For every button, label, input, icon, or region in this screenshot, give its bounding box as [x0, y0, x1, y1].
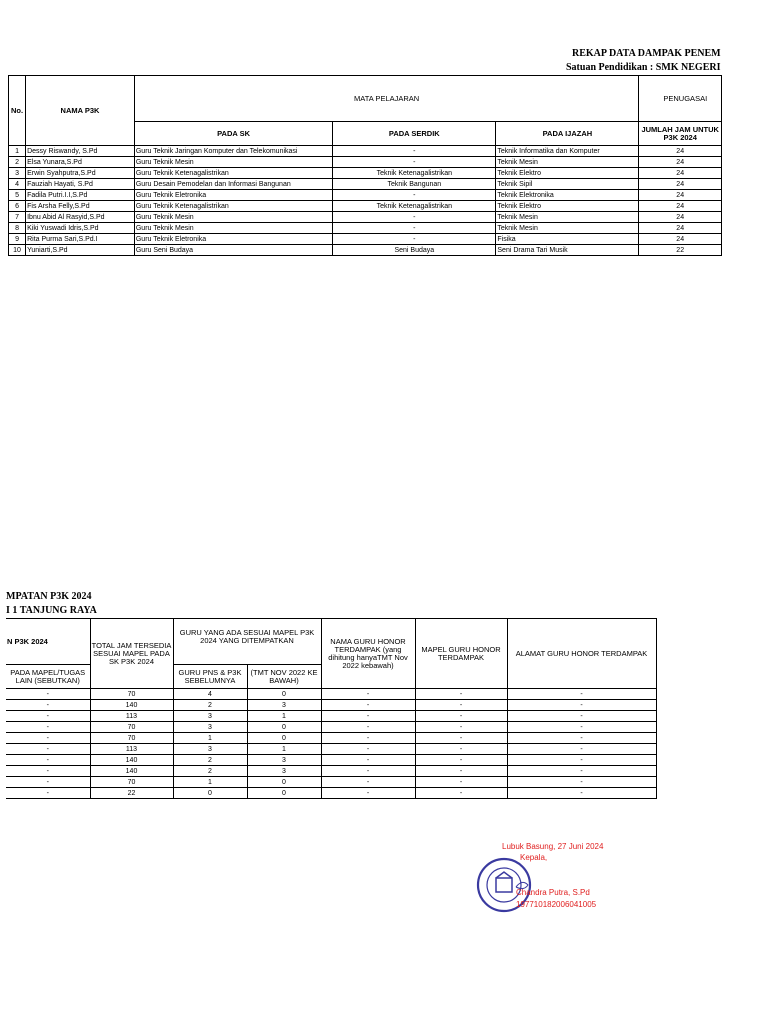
header-nama: NAMA P3K [26, 76, 135, 146]
row-guru-pns-cell: 4 [173, 689, 247, 700]
row-mapel-honor-cell: - [415, 744, 507, 755]
table-row [9, 201, 722, 212]
row-guru-pns-cell: 2 [173, 700, 247, 711]
row-serdik-cell: - [333, 234, 496, 245]
row-ijazah-cell: Teknik Elektro [496, 201, 639, 212]
row-guru-pns-cell: 2 [173, 755, 247, 766]
table-row [9, 146, 722, 157]
row-jam-cell: 24 [639, 223, 722, 234]
row-alamat-honor-cell: - [507, 689, 656, 700]
row-serdik-cell: - [333, 157, 496, 168]
row-nama-honor-cell: - [321, 700, 415, 711]
row-mapel-honor-cell: - [415, 722, 507, 733]
row-no-cell: 8 [9, 223, 26, 234]
header-mapel-honor: MAPEL GURU HONOR TERDAMPAK [415, 619, 507, 689]
row-nama-honor-cell: - [321, 788, 415, 799]
row-guru-pns-cell: 1 [173, 733, 247, 744]
row-no-cell: 10 [9, 245, 26, 256]
signature-nip: 197710182006041005 [516, 900, 597, 909]
row-nama-honor-cell: - [321, 744, 415, 755]
row-ijazah-cell: Fisika [496, 234, 639, 245]
row-alamat-honor-cell: - [507, 744, 656, 755]
row-mapel-cell: - [6, 744, 90, 755]
row-alamat-honor-cell: - [507, 722, 656, 733]
row-jam-cell: 24 [639, 146, 722, 157]
header-no: No. [9, 76, 26, 146]
row-sk-cell: Guru Teknik Ketenagalistrikan [134, 168, 332, 179]
row-ijazah-cell: Teknik Elektronika [496, 190, 639, 201]
row-no-cell: 3 [9, 168, 26, 179]
row-mapel-honor-cell: - [415, 777, 507, 788]
row-nama-cell: Kiki Yuswadi Idris,S.Pd [26, 223, 135, 234]
row-mapel-cell: - [6, 777, 90, 788]
row-no-cell: 7 [9, 212, 26, 223]
row-guru-pns-cell: 3 [173, 744, 247, 755]
row-total-jam-cell: 140 [90, 700, 173, 711]
row-alamat-honor-cell: - [507, 788, 656, 799]
row-nama-honor-cell: - [321, 711, 415, 722]
row-alamat-honor-cell: - [507, 755, 656, 766]
table-row [9, 212, 722, 223]
table-page2 [6, 618, 657, 799]
row-sk-cell: Guru Teknik Eletronika [134, 190, 332, 201]
row-no-cell: 6 [9, 201, 26, 212]
row-tmt-cell: 0 [247, 733, 321, 744]
table-row [6, 755, 656, 766]
row-alamat-honor-cell: - [507, 733, 656, 744]
header-pada-mapel: PADA MAPEL/TUGAS LAIN (SEBUTKAN) [6, 665, 90, 689]
row-tmt-cell: 0 [247, 788, 321, 799]
row-serdik-cell: Seni Budaya [333, 245, 496, 256]
row-total-jam-cell: 113 [90, 711, 173, 722]
row-nama-cell: Dessy Riswandy, S.Pd [26, 146, 135, 157]
row-total-jam-cell: 140 [90, 766, 173, 777]
page1-subtitle: Satuan Pendidikan : SMK NEGERI [566, 62, 721, 73]
row-mapel-cell: - [6, 711, 90, 722]
row-ijazah-cell: Seni Drama Tari Musik [496, 245, 639, 256]
header-pada-sk: PADA SK [134, 122, 332, 146]
row-no-cell: 2 [9, 157, 26, 168]
row-mapel-honor-cell: - [415, 689, 507, 700]
row-nama-cell: Rita Purma Sari,S.Pd.I [26, 234, 135, 245]
row-serdik-cell: - [333, 212, 496, 223]
row-alamat-honor-cell: - [507, 777, 656, 788]
row-nama-honor-cell: - [321, 689, 415, 700]
row-serdik-cell: Teknik Bangunan [333, 179, 496, 190]
row-ijazah-cell: Teknik Elektro [496, 168, 639, 179]
row-sk-cell: Guru Desain Pemodelan dan Informasi Bangunan [134, 179, 332, 190]
header-guru-pns: GURU PNS & P3K SEBELUMNYA [173, 665, 247, 689]
row-total-jam-cell: 22 [90, 788, 173, 799]
row-serdik-cell: - [333, 190, 496, 201]
row-jam-cell: 24 [639, 234, 722, 245]
table-row [9, 157, 722, 168]
row-nama-honor-cell: - [321, 733, 415, 744]
row-tmt-cell: 3 [247, 755, 321, 766]
row-nama-cell: Elsa Yunara,S.Pd [26, 157, 135, 168]
row-mapel-cell: - [6, 766, 90, 777]
row-jam-cell: 24 [639, 190, 722, 201]
signature-role: Kepala, [520, 853, 548, 862]
row-no-cell: 1 [9, 146, 26, 157]
row-jam-cell: 24 [639, 168, 722, 179]
row-tmt-cell: 0 [247, 722, 321, 733]
page2-title: MPATAN P3K 2024 [6, 591, 92, 602]
row-sk-cell: Guru Teknik Ketenagalistrikan [134, 201, 332, 212]
row-jam-cell: 24 [639, 201, 722, 212]
row-mapel-cell: - [6, 733, 90, 744]
table-row [9, 223, 722, 234]
row-nama-cell: Fauziah Hayati, S.Pd [26, 179, 135, 190]
row-tmt-cell: 3 [247, 700, 321, 711]
row-nama-cell: Erwin Syahputra,S.Pd [26, 168, 135, 179]
row-no-cell: 4 [9, 179, 26, 190]
row-nama-honor-cell: - [321, 722, 415, 733]
table-row [6, 788, 656, 799]
header-pada-serdik: PADA SERDIK [333, 122, 496, 146]
row-total-jam-cell: 113 [90, 744, 173, 755]
table-row [9, 179, 722, 190]
row-total-jam-cell: 70 [90, 689, 173, 700]
row-mapel-honor-cell: - [415, 788, 507, 799]
header-penugasan-cont: N P3K 2024 [6, 619, 90, 665]
row-nama-honor-cell: - [321, 766, 415, 777]
table-row [9, 168, 722, 179]
header-penugasan: PENUGASAI [639, 76, 722, 122]
row-serdik-cell: - [333, 146, 496, 157]
table-row [9, 234, 722, 245]
row-mapel-honor-cell: - [415, 755, 507, 766]
page1-title: REKAP DATA DAMPAK PENEM [572, 48, 721, 59]
header-alamat-honor: ALAMAT GURU HONOR TERDAMPAK [507, 619, 656, 689]
row-jam-cell: 24 [639, 157, 722, 168]
row-serdik-cell: Teknik Ketenagalistrikan [333, 201, 496, 212]
row-nama-cell: Fadila Putri.I.I,S.Pd [26, 190, 135, 201]
row-no-cell: 9 [9, 234, 26, 245]
table-page1 [8, 75, 722, 256]
header-jumlah-jam: JUMLAH JAM UNTUK P3K 2024 [639, 122, 722, 146]
row-tmt-cell: 1 [247, 711, 321, 722]
table-row [6, 689, 656, 700]
row-mapel-honor-cell: - [415, 766, 507, 777]
row-serdik-cell: - [333, 223, 496, 234]
row-nama-cell: Yuniarti,S.Pd [26, 245, 135, 256]
table-row [6, 711, 656, 722]
row-sk-cell: Guru Teknik Eletronika [134, 234, 332, 245]
row-total-jam-cell: 70 [90, 722, 173, 733]
row-tmt-cell: 1 [247, 744, 321, 755]
row-total-jam-cell: 70 [90, 733, 173, 744]
row-mapel-honor-cell: - [415, 700, 507, 711]
row-jam-cell: 24 [639, 179, 722, 190]
row-ijazah-cell: Teknik Mesin [496, 212, 639, 223]
table-row [9, 245, 722, 256]
row-mapel-honor-cell: - [415, 711, 507, 722]
row-nama-honor-cell: - [321, 777, 415, 788]
row-tmt-cell: 0 [247, 777, 321, 788]
table-row [6, 744, 656, 755]
table-row [6, 777, 656, 788]
row-ijazah-cell: Teknik Mesin [496, 157, 639, 168]
row-jam-cell: 24 [639, 212, 722, 223]
row-nama-honor-cell: - [321, 755, 415, 766]
row-mapel-cell: - [6, 722, 90, 733]
row-alamat-honor-cell: - [507, 711, 656, 722]
row-mapel-honor-cell: - [415, 733, 507, 744]
header-mapel: MATA PELAJARAN [134, 76, 639, 122]
row-guru-pns-cell: 2 [173, 766, 247, 777]
row-sk-cell: Guru Teknik Mesin [134, 223, 332, 234]
page2-subtitle: I 1 TANJUNG RAYA [6, 605, 97, 616]
row-mapel-cell: - [6, 700, 90, 711]
row-tmt-cell: 3 [247, 766, 321, 777]
row-ijazah-cell: Teknik Informatika dan Komputer [496, 146, 639, 157]
row-guru-pns-cell: 0 [173, 788, 247, 799]
header-total-jam: TOTAL JAM TERSEDIA SESUAI MAPEL PADA SK P3K 2024 [90, 619, 173, 689]
row-mapel-cell: - [6, 788, 90, 799]
row-ijazah-cell: Teknik Mesin [496, 223, 639, 234]
row-alamat-honor-cell: - [507, 700, 656, 711]
row-nama-cell: Fis Arsha Felly,S.Pd [26, 201, 135, 212]
table-row [9, 190, 722, 201]
row-sk-cell: Guru Teknik Mesin [134, 212, 332, 223]
table-row [6, 722, 656, 733]
row-sk-cell: Guru Teknik Jaringan Komputer dan Telekomunikasi [134, 146, 332, 157]
row-guru-pns-cell: 3 [173, 711, 247, 722]
row-total-jam-cell: 70 [90, 777, 173, 788]
table-row [6, 766, 656, 777]
table-row [6, 733, 656, 744]
row-guru-pns-cell: 1 [173, 777, 247, 788]
signature-name: Chandra Putra, S.Pd [516, 888, 590, 897]
row-sk-cell: Guru Seni Budaya [134, 245, 332, 256]
header-pada-ijazah: PADA IJAZAH [496, 122, 639, 146]
row-serdik-cell: Teknik Ketenagalistrikan [333, 168, 496, 179]
row-guru-pns-cell: 3 [173, 722, 247, 733]
row-sk-cell: Guru Teknik Mesin [134, 157, 332, 168]
row-no-cell: 5 [9, 190, 26, 201]
row-ijazah-cell: Teknik Sipil [496, 179, 639, 190]
row-mapel-cell: - [6, 689, 90, 700]
row-alamat-honor-cell: - [507, 766, 656, 777]
header-tmt-nov: (TMT NOV 2022 KE BAWAH) [247, 665, 321, 689]
signature-place-date: Lubuk Basung, 27 Juni 2024 [502, 842, 604, 851]
row-nama-cell: Ibnu Abid Al Rasyid,S.Pd [26, 212, 135, 223]
row-tmt-cell: 0 [247, 689, 321, 700]
header-guru-ada: GURU YANG ADA SESUAI MAPEL P3K 2024 YANG DITEMPATKAN [173, 619, 321, 665]
row-jam-cell: 22 [639, 245, 722, 256]
row-mapel-cell: - [6, 755, 90, 766]
header-nama-honor: NAMA GURU HONOR TERDAMPAK (yang dihitung hanyaTMT Nov 2022 kebawah) [321, 619, 415, 689]
row-total-jam-cell: 140 [90, 755, 173, 766]
table-row [6, 700, 656, 711]
